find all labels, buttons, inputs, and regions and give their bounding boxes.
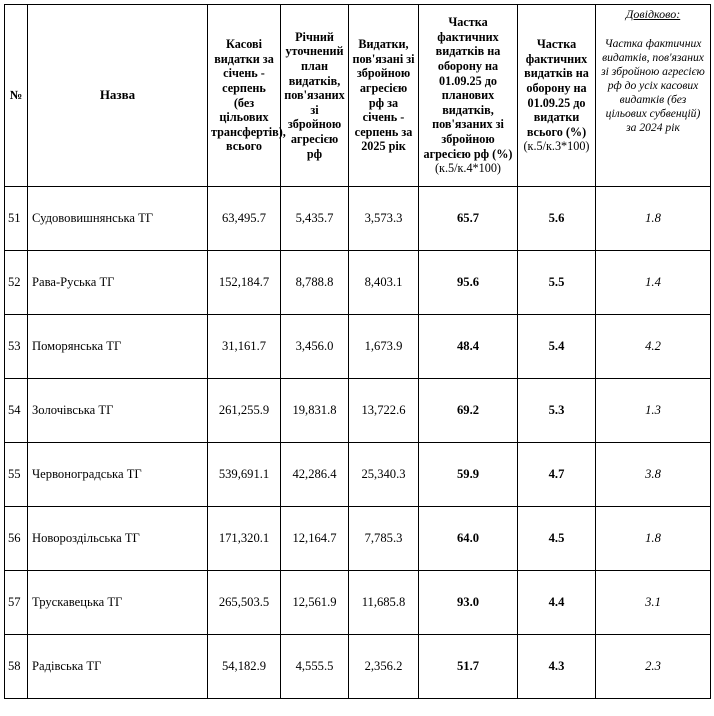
table-header-row (5, 5, 711, 187)
table-row (5, 443, 711, 507)
table-row (5, 315, 711, 379)
cell-cash-expenses: 152,184.7 (208, 251, 281, 315)
cell-number: 57 (5, 571, 28, 635)
defense-expenses-table-page (4, 4, 710, 699)
cell-aggression-expenses: 1,673.9 (349, 315, 419, 379)
table-row (5, 251, 711, 315)
cell-aggression-expenses: 8,403.1 (349, 251, 419, 315)
cell-reference-share-2024: 3.8 (596, 443, 711, 507)
table-row (5, 635, 711, 699)
cell-share-of-total: 5.3 (518, 379, 596, 443)
cell-share-of-total: 4.7 (518, 443, 596, 507)
cell-share-of-planned: 65.7 (419, 187, 518, 251)
cell-number: 56 (5, 507, 28, 571)
cell-cash-expenses: 31,161.7 (208, 315, 281, 379)
cell-share-of-planned: 95.6 (419, 251, 518, 315)
cell-share-of-planned: 64.0 (419, 507, 518, 571)
cell-aggression-expenses: 7,785.3 (349, 507, 419, 571)
cell-community-name: Новороздільська ТГ (28, 507, 208, 571)
cell-community-name: Судововишнянська ТГ (28, 187, 208, 251)
cell-number: 58 (5, 635, 28, 699)
header-share-of-planned-formula: (к.5/к.4*100) (434, 161, 501, 176)
defense-expenses-table (4, 4, 711, 699)
cell-share-of-planned: 48.4 (419, 315, 518, 379)
cell-share-of-total: 5.5 (518, 251, 596, 315)
cell-annual-plan: 5,435.7 (281, 187, 349, 251)
cell-share-of-total: 4.5 (518, 507, 596, 571)
cell-annual-plan: 42,286.4 (281, 443, 349, 507)
cell-cash-expenses: 54,182.9 (208, 635, 281, 699)
cell-annual-plan: 4,555.5 (281, 635, 349, 699)
header-share-of-planned (419, 5, 518, 187)
cell-community-name: Червоноградська ТГ (28, 443, 208, 507)
cell-aggression-expenses: 11,685.8 (349, 571, 419, 635)
header-aggression-expenses: Видатки, пов'язані зі збройною агресією рф за січень - серпень за 2025 рік (349, 5, 419, 187)
header-name: Назва (28, 5, 208, 187)
cell-aggression-expenses: 3,573.3 (349, 187, 419, 251)
cell-community-name: Золочівська ТГ (28, 379, 208, 443)
cell-reference-share-2024: 1.8 (596, 187, 711, 251)
cell-cash-expenses: 539,691.1 (208, 443, 281, 507)
table-row (5, 507, 711, 571)
cell-share-of-planned: 59.9 (419, 443, 518, 507)
header-number: № (5, 5, 28, 187)
cell-reference-share-2024: 3.1 (596, 571, 711, 635)
cell-share-of-planned: 69.2 (419, 379, 518, 443)
cell-reference-share-2024: 1.3 (596, 379, 711, 443)
cell-aggression-expenses: 2,356.2 (349, 635, 419, 699)
header-share-of-total-label: Частка фактичних видатків на оборону на 01.09.25 до видатки всього (%) (524, 37, 589, 139)
cell-share-of-planned: 93.0 (419, 571, 518, 635)
header-reference (596, 5, 711, 187)
cell-number: 54 (5, 379, 28, 443)
cell-share-of-total: 5.6 (518, 187, 596, 251)
header-share-of-total-formula: (к.5/к.3*100) (523, 139, 590, 154)
cell-community-name: Трускавецька ТГ (28, 571, 208, 635)
cell-share-of-total: 5.4 (518, 315, 596, 379)
cell-reference-share-2024: 2.3 (596, 635, 711, 699)
header-share-of-planned-label: Частка фактичних видатків на оборону на 01.09.25 до планових видатків, пов'язаних зі збройною агресією рф (%) (423, 15, 513, 161)
cell-annual-plan: 19,831.8 (281, 379, 349, 443)
cell-number: 51 (5, 187, 28, 251)
header-annual-plan: Річний уточнений план видатків, пов'язаних зі збройною агресією рф (281, 5, 349, 187)
cell-share-of-total: 4.3 (518, 635, 596, 699)
header-reference-body: Частка фактичних видатків, пов'язаних зі збройною агресією рф до усіх касових видатків (без цільових субвенцій) за 2024 рік (601, 37, 705, 134)
cell-aggression-expenses: 25,340.3 (349, 443, 419, 507)
cell-number: 53 (5, 315, 28, 379)
cell-annual-plan: 12,164.7 (281, 507, 349, 571)
cell-annual-plan: 3,456.0 (281, 315, 349, 379)
cell-share-of-planned: 51.7 (419, 635, 518, 699)
cell-community-name: Рава-Руська ТГ (28, 251, 208, 315)
cell-number: 52 (5, 251, 28, 315)
cell-reference-share-2024: 1.8 (596, 507, 711, 571)
header-share-of-total (518, 5, 596, 187)
table-row (5, 571, 711, 635)
cell-community-name: Поморянська ТГ (28, 315, 208, 379)
header-cash-expenses: Касові видатки за січень - серпень (без цільових трансфертів), всього (208, 5, 281, 187)
table-row (5, 187, 711, 251)
cell-cash-expenses: 171,320.1 (208, 507, 281, 571)
cell-aggression-expenses: 13,722.6 (349, 379, 419, 443)
cell-reference-share-2024: 1.4 (596, 251, 711, 315)
cell-annual-plan: 12,561.9 (281, 571, 349, 635)
cell-cash-expenses: 261,255.9 (208, 379, 281, 443)
cell-annual-plan: 8,788.8 (281, 251, 349, 315)
header-reference-title: Довідково: (625, 7, 681, 21)
cell-reference-share-2024: 4.2 (596, 315, 711, 379)
cell-number: 55 (5, 443, 28, 507)
table-row (5, 379, 711, 443)
cell-cash-expenses: 265,503.5 (208, 571, 281, 635)
cell-share-of-total: 4.4 (518, 571, 596, 635)
cell-community-name: Радівська ТГ (28, 635, 208, 699)
cell-cash-expenses: 63,495.7 (208, 187, 281, 251)
